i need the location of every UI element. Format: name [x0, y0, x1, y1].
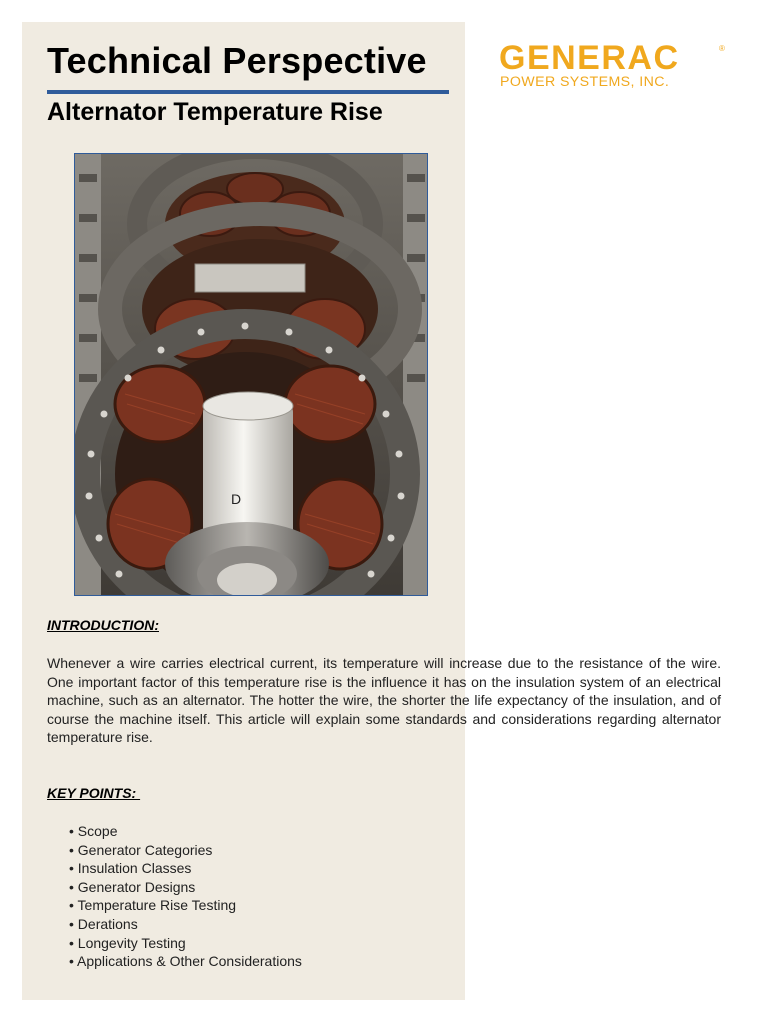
title-underline-rule [47, 90, 449, 94]
list-item: • Insulation Classes [69, 860, 192, 877]
list-item: • Applications & Other Considerations [69, 953, 302, 970]
logo-tagline: POWER SYSTEMS, INC. [500, 74, 670, 90]
introduction-body: Whenever a wire carries electrical current, its temperature will increase due to the resistance of the wire. One important factor of this temperature rise is the influence it has on the insulation system of an electrical machine, such as an alternator. The hotter the wire, the shorter the life expectancy of the insulation, and of course the machine itself. This article will explain some standards and considerations regarding alternator temperature rise. [47, 655, 721, 746]
page-title: Technical Perspective [47, 40, 427, 81]
list-item: • Longevity Testing [69, 934, 186, 951]
list-item: • Generator Categories [69, 841, 213, 858]
list-item: • Generator Designs [69, 878, 196, 895]
list-item: • Temperature Rise Testing [69, 897, 237, 914]
list-item: • Derations [69, 915, 138, 932]
svg-text:D: D [231, 491, 242, 507]
introduction-heading: INTRODUCTION: [47, 617, 159, 633]
generac-logo [499, 39, 729, 92]
logo-name: GENERAC [499, 39, 680, 77]
page-subtitle: Alternator Temperature Rise [47, 98, 383, 126]
key-points-list [69, 822, 302, 971]
alternator-photo [74, 153, 428, 596]
registered-mark: ® [719, 44, 725, 53]
list-item: • Scope [69, 823, 118, 839]
key-points-heading: KEY POINTS: [47, 785, 141, 801]
